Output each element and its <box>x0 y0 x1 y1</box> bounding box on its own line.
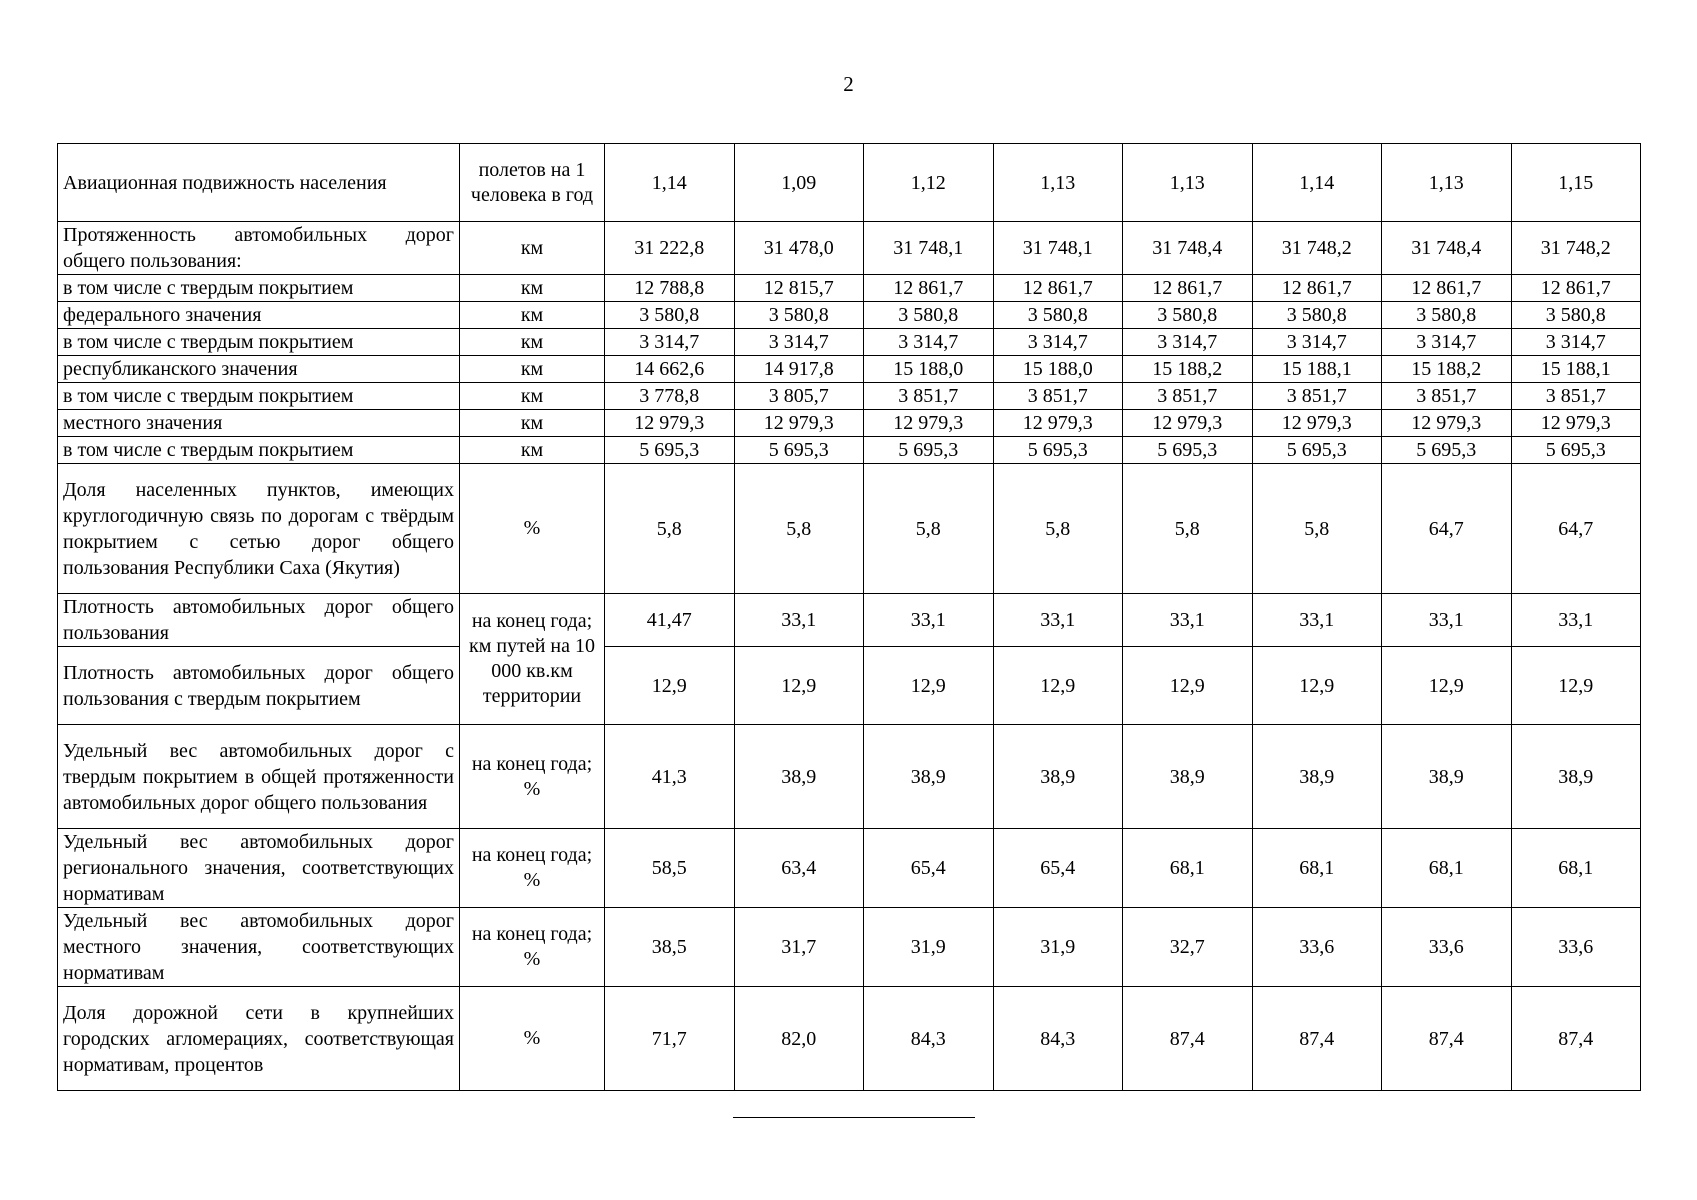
value-cell: 3 851,7 <box>1511 383 1641 410</box>
value-cell: 31 748,2 <box>1511 222 1641 275</box>
value-cell: 12 979,3 <box>734 410 864 437</box>
value-cell: 41,47 <box>605 594 735 647</box>
table-row <box>58 356 1641 383</box>
table-row <box>58 410 1641 437</box>
value-cell: 64,7 <box>1382 464 1512 594</box>
table-row <box>58 725 1641 829</box>
value-cell: 31 222,8 <box>605 222 735 275</box>
value-cell: 31,7 <box>734 908 864 987</box>
value-cell: 58,5 <box>605 829 735 908</box>
value-cell: 65,4 <box>864 829 994 908</box>
value-cell: 31 748,2 <box>1252 222 1382 275</box>
indicator-name-cell: Плотность автомобильных дорог общего пользования с твердым покрытием <box>58 647 460 725</box>
value-cell: 3 851,7 <box>1123 383 1253 410</box>
value-cell: 12 979,3 <box>993 410 1123 437</box>
value-cell: 32,7 <box>1123 908 1253 987</box>
value-cell: 33,1 <box>1511 594 1641 647</box>
value-cell: 84,3 <box>864 987 994 1091</box>
value-cell: 12,9 <box>993 647 1123 725</box>
value-cell: 64,7 <box>1511 464 1641 594</box>
value-cell: 82,0 <box>734 987 864 1091</box>
value-cell: 15 188,0 <box>864 356 994 383</box>
value-cell: 63,4 <box>734 829 864 908</box>
table-row <box>58 594 1641 647</box>
value-cell: 38,9 <box>864 725 994 829</box>
value-cell: 33,6 <box>1252 908 1382 987</box>
table-row <box>58 437 1641 464</box>
value-cell: 3 851,7 <box>864 383 994 410</box>
unit-cell: % <box>460 464 605 594</box>
value-cell: 3 851,7 <box>993 383 1123 410</box>
value-cell: 31 748,4 <box>1123 222 1253 275</box>
table-row <box>58 464 1641 594</box>
value-cell: 12,9 <box>1382 647 1512 725</box>
value-cell: 5,8 <box>1123 464 1253 594</box>
value-cell: 38,9 <box>1511 725 1641 829</box>
value-cell: 41,3 <box>605 725 735 829</box>
value-cell: 3 580,8 <box>1123 302 1253 329</box>
unit-cell: % <box>460 987 605 1091</box>
value-cell: 15 188,1 <box>1252 356 1382 383</box>
indicator-name-cell: Удельный вес автомобильных дорог регионального значения, соответствующих нормативам <box>58 829 460 908</box>
value-cell: 1,13 <box>993 144 1123 222</box>
value-cell: 3 580,8 <box>864 302 994 329</box>
indicator-name-cell: в том числе с твердым покрытием <box>58 437 460 464</box>
value-cell: 3 314,7 <box>1511 329 1641 356</box>
value-cell: 38,9 <box>1382 725 1512 829</box>
indicator-name-cell: Доля населенных пунктов, имеющих круглогодичную связь по дорогам с твёрдым покрытием с сетью дорог общего пользования Республики Саха (Якутия) <box>58 464 460 594</box>
value-cell: 3 314,7 <box>1382 329 1512 356</box>
value-cell: 5 695,3 <box>1252 437 1382 464</box>
value-cell: 33,1 <box>734 594 864 647</box>
value-cell: 68,1 <box>1382 829 1512 908</box>
value-cell: 5,8 <box>605 464 735 594</box>
unit-cell: на конец года; км путей на 10 000 кв.км территории <box>460 594 605 725</box>
table-row <box>58 302 1641 329</box>
value-cell: 1,13 <box>1382 144 1512 222</box>
value-cell: 71,7 <box>605 987 735 1091</box>
value-cell: 3 314,7 <box>1123 329 1253 356</box>
value-cell: 14 662,6 <box>605 356 735 383</box>
end-divider-line <box>733 1117 975 1118</box>
value-cell: 38,9 <box>993 725 1123 829</box>
value-cell: 87,4 <box>1123 987 1253 1091</box>
table-row <box>58 908 1641 987</box>
value-cell: 12,9 <box>864 647 994 725</box>
value-cell: 5 695,3 <box>1511 437 1641 464</box>
value-cell: 12 861,7 <box>864 275 994 302</box>
value-cell: 87,4 <box>1382 987 1512 1091</box>
unit-cell: км <box>460 356 605 383</box>
indicator-name-cell: в том числе с твердым покрытием <box>58 275 460 302</box>
indicator-name-cell: Авиационная подвижность населения <box>58 144 460 222</box>
value-cell: 5 695,3 <box>993 437 1123 464</box>
indicator-name-cell: Удельный вес автомобильных дорог местного значения, соответствующих нормативам <box>58 908 460 987</box>
value-cell: 12 979,3 <box>864 410 994 437</box>
value-cell: 33,1 <box>864 594 994 647</box>
indicator-name-cell: местного значения <box>58 410 460 437</box>
value-cell: 3 314,7 <box>1252 329 1382 356</box>
value-cell: 5,8 <box>1252 464 1382 594</box>
unit-cell: на конец года; % <box>460 829 605 908</box>
value-cell: 87,4 <box>1252 987 1382 1091</box>
value-cell: 33,1 <box>1123 594 1253 647</box>
value-cell: 5 695,3 <box>605 437 735 464</box>
value-cell: 1,09 <box>734 144 864 222</box>
value-cell: 3 580,8 <box>1511 302 1641 329</box>
value-cell: 3 778,8 <box>605 383 735 410</box>
value-cell: 12 979,3 <box>1252 410 1382 437</box>
value-cell: 5 695,3 <box>1123 437 1253 464</box>
value-cell: 31 478,0 <box>734 222 864 275</box>
value-cell: 68,1 <box>1252 829 1382 908</box>
value-cell: 12 861,7 <box>1252 275 1382 302</box>
value-cell: 12 979,3 <box>1511 410 1641 437</box>
value-cell: 12 861,7 <box>1511 275 1641 302</box>
value-cell: 31 748,1 <box>864 222 994 275</box>
value-cell: 38,9 <box>734 725 864 829</box>
unit-cell: км <box>460 329 605 356</box>
value-cell: 68,1 <box>1123 829 1253 908</box>
unit-cell: на конец года; % <box>460 908 605 987</box>
table-row <box>58 329 1641 356</box>
value-cell: 3 314,7 <box>993 329 1123 356</box>
value-cell: 12,9 <box>605 647 735 725</box>
value-cell: 5,8 <box>864 464 994 594</box>
value-cell: 33,6 <box>1382 908 1512 987</box>
table-row <box>58 222 1641 275</box>
value-cell: 38,9 <box>1252 725 1382 829</box>
value-cell: 12 979,3 <box>605 410 735 437</box>
indicator-name-cell: Удельный вес автомобильных дорог с твердым покрытием в общей протяженности автомобильных дорог общего пользования <box>58 725 460 829</box>
value-cell: 3 314,7 <box>864 329 994 356</box>
value-cell: 14 917,8 <box>734 356 864 383</box>
value-cell: 5 695,3 <box>1382 437 1512 464</box>
table-row <box>58 829 1641 908</box>
unit-cell: км <box>460 383 605 410</box>
indicator-name-cell: в том числе с твердым покрытием <box>58 329 460 356</box>
table-row <box>58 144 1641 222</box>
indicator-name-cell: республиканского значения <box>58 356 460 383</box>
page-number: 2 <box>843 72 854 96</box>
value-cell: 3 580,8 <box>1252 302 1382 329</box>
value-cell: 5 695,3 <box>864 437 994 464</box>
value-cell: 12 979,3 <box>1382 410 1512 437</box>
value-cell: 12 815,7 <box>734 275 864 302</box>
unit-cell: на конец года; % <box>460 725 605 829</box>
value-cell: 31 748,1 <box>993 222 1123 275</box>
value-cell: 33,6 <box>1511 908 1641 987</box>
unit-cell: км <box>460 410 605 437</box>
value-cell: 38,5 <box>605 908 735 987</box>
indicator-name-cell: Доля дорожной сети в крупнейших городских агломерациях, соответствующая нормативам, процентов <box>58 987 460 1091</box>
value-cell: 3 314,7 <box>605 329 735 356</box>
indicator-name-cell: в том числе с твердым покрытием <box>58 383 460 410</box>
value-cell: 12 861,7 <box>1123 275 1253 302</box>
indicator-name-cell: Плотность автомобильных дорог общего пользования <box>58 594 460 647</box>
value-cell: 3 851,7 <box>1252 383 1382 410</box>
value-cell: 3 580,8 <box>993 302 1123 329</box>
table-row <box>58 275 1641 302</box>
value-cell: 3 580,8 <box>734 302 864 329</box>
table-row <box>58 987 1641 1091</box>
unit-cell: км <box>460 302 605 329</box>
value-cell: 12,9 <box>1123 647 1253 725</box>
value-cell: 84,3 <box>993 987 1123 1091</box>
value-cell: 15 188,0 <box>993 356 1123 383</box>
value-cell: 33,1 <box>993 594 1123 647</box>
value-cell: 3 805,7 <box>734 383 864 410</box>
value-cell: 1,13 <box>1123 144 1253 222</box>
unit-cell: км <box>460 275 605 302</box>
value-cell: 12,9 <box>1252 647 1382 725</box>
value-cell: 65,4 <box>993 829 1123 908</box>
value-cell: 1,12 <box>864 144 994 222</box>
value-cell: 68,1 <box>1511 829 1641 908</box>
unit-cell: полетов на 1 человека в год <box>460 144 605 222</box>
unit-cell: км <box>460 222 605 275</box>
value-cell: 87,4 <box>1511 987 1641 1091</box>
value-cell: 3 580,8 <box>605 302 735 329</box>
value-cell: 3 580,8 <box>1382 302 1512 329</box>
value-cell: 38,9 <box>1123 725 1253 829</box>
value-cell: 3 851,7 <box>1382 383 1512 410</box>
table-row <box>58 383 1641 410</box>
indicator-name-cell: Протяженность автомобильных дорог общего пользования: <box>58 222 460 275</box>
value-cell: 12,9 <box>734 647 864 725</box>
value-cell: 5,8 <box>734 464 864 594</box>
value-cell: 12 861,7 <box>993 275 1123 302</box>
value-cell: 5,8 <box>993 464 1123 594</box>
unit-cell: км <box>460 437 605 464</box>
value-cell: 12 979,3 <box>1123 410 1253 437</box>
value-cell: 33,1 <box>1252 594 1382 647</box>
value-cell: 3 314,7 <box>734 329 864 356</box>
value-cell: 12 861,7 <box>1382 275 1512 302</box>
value-cell: 31 748,4 <box>1382 222 1512 275</box>
value-cell: 1,14 <box>1252 144 1382 222</box>
value-cell: 15 188,2 <box>1123 356 1253 383</box>
value-cell: 12 788,8 <box>605 275 735 302</box>
value-cell: 15 188,2 <box>1382 356 1512 383</box>
value-cell: 31,9 <box>993 908 1123 987</box>
value-cell: 12,9 <box>1511 647 1641 725</box>
indicators-table <box>57 143 1641 1091</box>
table-row <box>58 647 1641 725</box>
value-cell: 15 188,1 <box>1511 356 1641 383</box>
value-cell: 1,15 <box>1511 144 1641 222</box>
value-cell: 33,1 <box>1382 594 1512 647</box>
value-cell: 5 695,3 <box>734 437 864 464</box>
indicator-name-cell: федерального значения <box>58 302 460 329</box>
value-cell: 31,9 <box>864 908 994 987</box>
value-cell: 1,14 <box>605 144 735 222</box>
